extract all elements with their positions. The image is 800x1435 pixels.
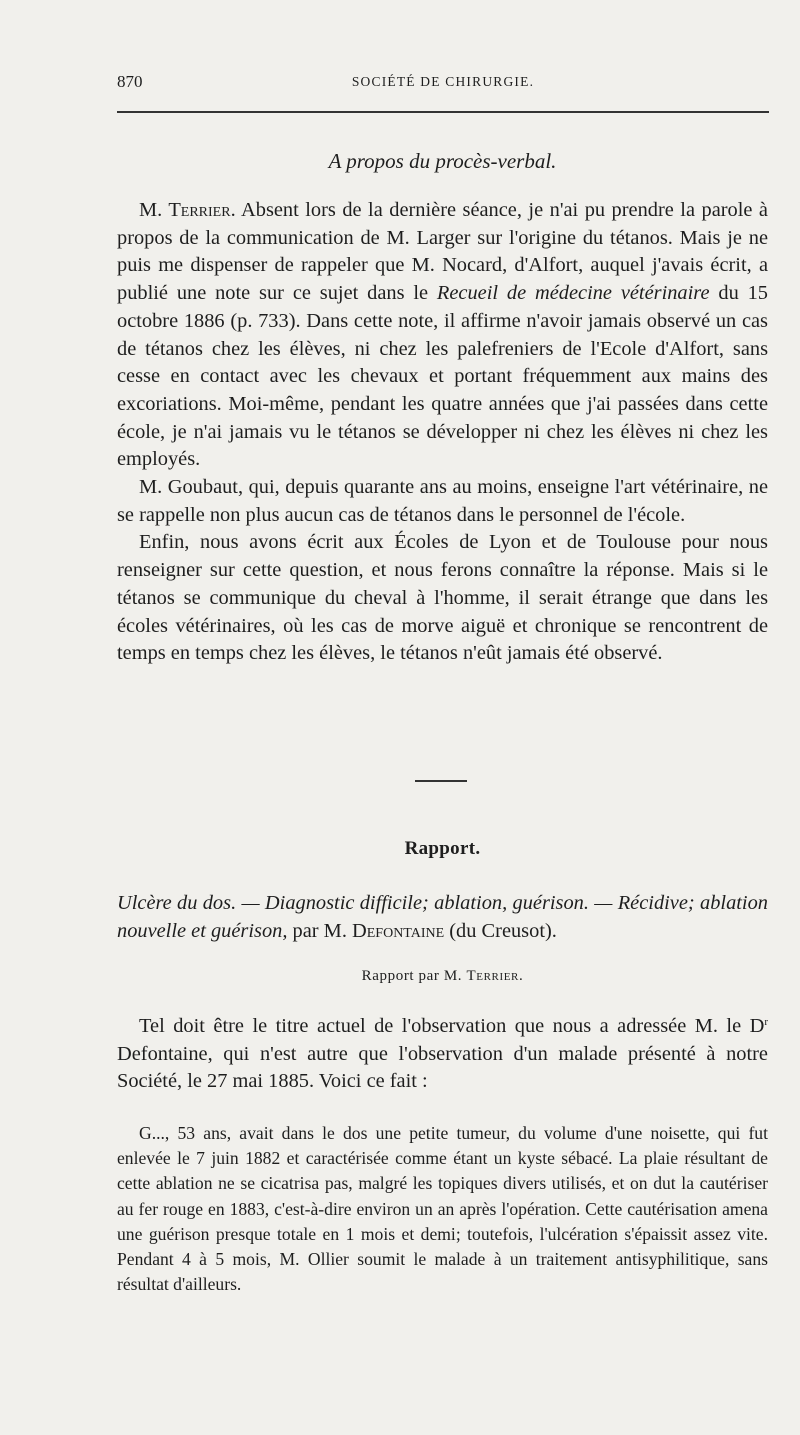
doctor-superscript: r — [764, 1016, 768, 1028]
page-header — [117, 72, 769, 96]
intro-text-end: Defontaine, qui n'est autre que l'observation d'un malade présenté à notre Société, le 27 mai 1885. Voici ce fait : — [117, 1042, 768, 1093]
report-title-italic: Ulcère du dos. — Diagnostic difficile; ablation, guérison. — Récidive; ablation nouvelle et guérison, — [117, 892, 768, 942]
report-title — [117, 890, 768, 945]
page-number: 870 — [117, 72, 143, 91]
report-heading: Rapport. — [404, 838, 481, 859]
paragraph-enfin: Enfin, nous avons écrit aux Écoles de Lyon et de Toulouse pour nous renseigner sur cette question, et nous ferons connaître la réponse. Mais si le tétanos se communique du cheval à l'homme, il serait étrange que dans les écoles vétérinaires, où les cas de morve aiguë et chronique se rencontrent de temps en temps chez les élèves, le tétanos n'eût jamais été observé. — [117, 531, 768, 665]
section-divider — [415, 780, 467, 782]
header-rule — [117, 111, 769, 113]
report-intro-paragraph — [117, 1013, 768, 1096]
journal-title: Recueil de médecine vétérinaire — [436, 282, 710, 305]
paragraph-terrier — [117, 197, 768, 474]
intro-text: Tel doit être le titre actuel de l'observation que nous a adressée M. le D — [139, 1015, 765, 1037]
running-head: SOCIÉTÉ DE CHIRURGIE. — [351, 74, 535, 89]
paragraph-goubaut: M. Goubaut, qui, depuis quarante ans au moins, enseigne l'art vétérinaire, ne se rappelle non plus aucun cas de tétanos dans le personnel de l'école. — [117, 476, 768, 526]
report-title-author: Defontaine — [352, 919, 445, 942]
paragraph-text: du 15 octobre 1886 (p. 733). Dans cette note, il affirme n'avoir jamais observé un cas de tétanos chez les élèves, ni chez les palefreniers de l'Ecole d'Alfort, sans cesse en contact avec les chevaux et portant fréquemment aux mains des excoriations. Moi-même, pendant les quatre années que j'ai passées dans cette école, je n'ai jamais vu le tétanos se développer ni chez les élèves ni chez les employés. — [117, 282, 769, 471]
section-title: A propos du procès-verbal. — [328, 149, 557, 173]
reporter-prefix: Rapport par M. — [361, 968, 467, 984]
section-body — [117, 197, 768, 668]
report-reporter — [117, 968, 768, 985]
report-intro — [117, 1013, 768, 1096]
paragraph-text: Absent lors de la dernière séance, je n'ai pu prendre la parole à propos de la communication de M. Larger sur l'origine du tétanos. Mais je ne puis me dispenser de rappeler que M. Nocard, d'Alfort, auquel j'avais écrit, a publié une note sur ce sujet dans le — [117, 199, 768, 305]
reporter-suffix: . — [518, 968, 524, 984]
report-title-by: par M. — [287, 919, 353, 942]
case-paragraph: G..., 53 ans, avait dans le dos une petite tumeur, du volume d'une noisette, qui fut enlevée le 7 juin 1882 et caractérisée comme étant un kyste sébacé. La plaie résultant de cette ablation ne se cicatrisa pas, malgré les topiques divers utilisés, et on dut la cautériser au fer rouge en 1883, c'est-à-dire environ un an après l'opération. Cette cautérisation amena une guérison presque totale en 1 mois et demi; toutefois, l'ulcération s'épaissit assez vite. Pendant 4 à 5 mois, M. Ollier soumit le malade à un traitement antisyphilitique, sans résultat d'ailleurs. — [117, 1123, 768, 1295]
case-description — [117, 1121, 768, 1297]
speaker-name: M. Terrier. — [139, 199, 236, 221]
reporter-name: Terrier — [466, 968, 519, 984]
report-title-tail: (du Creusot). — [444, 919, 557, 942]
